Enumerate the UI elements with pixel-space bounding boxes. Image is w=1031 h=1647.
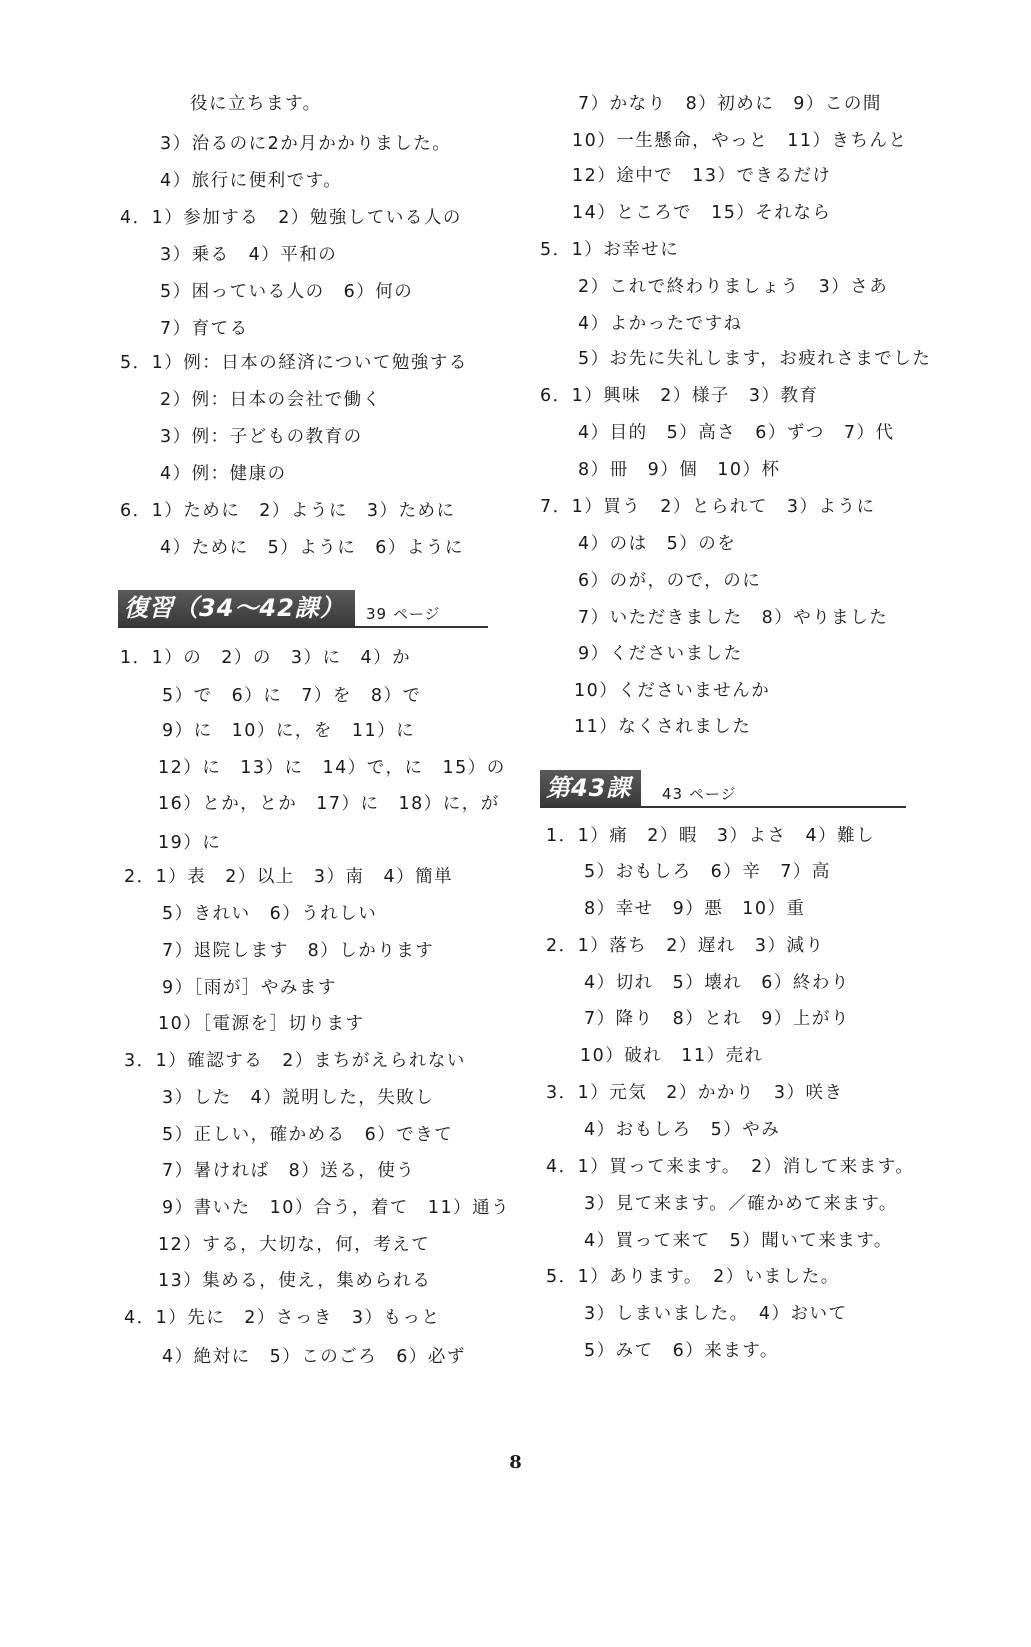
answer-line: 5．1）例：日本の経済について勉強する xyxy=(120,353,468,373)
answer-line: 8）幸せ 9）悪 10）重 xyxy=(584,899,806,919)
answer-line: 3．1）元気 2）かかり 3）咲き xyxy=(546,1083,844,1103)
answer-line: 4．1）先に 2）さっき 3）もっと xyxy=(124,1308,441,1328)
answer-line: 5．1）あります。 2）いました。 xyxy=(546,1267,840,1287)
answer-line: 1．1）痛 2）暇 3）よさ 4）難し xyxy=(546,826,876,846)
answer-line: 5）きれい 6）うれしい xyxy=(162,904,378,924)
answer-line: 5）お先に失礼します，お疲れさまでした xyxy=(578,349,932,369)
answer-line: 2．1）表 2）以上 3）南 4）簡単 xyxy=(124,867,454,887)
answer-line: 5）で 6）に 7）を 8）で xyxy=(162,686,422,706)
answer-line: 4）切れ 5）壊れ 6）終わり xyxy=(584,973,850,993)
answer-line: 7）育てる xyxy=(160,319,249,339)
answer-line: 8）冊 9）個 10）杯 xyxy=(578,460,781,480)
answer-line: 7）いただきました 8）やりました xyxy=(578,608,889,628)
answer-line: 19）に xyxy=(158,833,222,853)
answer-line: 10）一生懸命，やっと 11）きちんと xyxy=(572,131,908,151)
answer-line: 9）書いた 10）合う，着て 11）通う xyxy=(162,1198,511,1218)
answer-line: 3）見て来ます。／確かめて来ます。 xyxy=(584,1194,898,1214)
lesson-43-section-page-ref: 43 ページ xyxy=(662,785,737,803)
lesson-43-section-header xyxy=(540,770,906,808)
answer-line: 3）例：子どもの教育の xyxy=(160,427,363,447)
answer-line: 3）しまいました。 4）おいて xyxy=(584,1304,848,1324)
answer-line: 2）例：日本の会社で働く xyxy=(160,390,382,410)
answer-line: 7．1）買う 2）とられて 3）ように xyxy=(540,497,876,517)
answer-line: 7）暑ければ 8）送る，使う xyxy=(162,1161,416,1181)
answer-line: 5）正しい，確かめる 6）できて xyxy=(162,1125,454,1145)
lesson-43-section-rule xyxy=(540,806,906,808)
answer-line: 1．1）の 2）の 3）に 4）か xyxy=(120,648,412,668)
answer-line: 5）みて 6）来ます。 xyxy=(584,1341,779,1361)
answer-line: 4）買って来て 5）聞いて来ます。 xyxy=(584,1231,893,1251)
page-number: 8 xyxy=(509,1452,522,1473)
answer-line: 14）ところで 15）それなら xyxy=(572,203,832,223)
lesson-43-section-title: 第43課 xyxy=(540,770,641,806)
review-section-header xyxy=(118,590,488,628)
review-section-page-ref: 39 ページ xyxy=(366,605,441,623)
answer-line: 3．1）確認する 2）まちがえられない xyxy=(124,1051,466,1071)
review-section-title: 復習（34～42課） xyxy=(118,590,355,626)
answer-line: 7）かなり 8）初めに 9）この間 xyxy=(578,94,882,114)
answer-line: 9）に 10）に，を 11）に xyxy=(162,721,416,741)
answer-line: 3）乗る 4）平和の xyxy=(160,245,338,265)
answer-line: 7）退院します 8）しかります xyxy=(162,941,435,961)
answer-line: 13）集める，使え，集められる xyxy=(158,1271,432,1291)
answer-line: 2）これで終わりましょう 3）さあ xyxy=(578,277,889,297)
answer-line: 役に立ちます。 xyxy=(190,94,322,114)
answer-line: 11）なくされました xyxy=(574,717,752,737)
answer-line: 9）くださいました xyxy=(578,644,743,664)
answer-line: 10）［電源を］切ります xyxy=(158,1014,365,1034)
answer-line: 12）する，大切な，何，考えて xyxy=(158,1235,431,1255)
answer-line: 4）旅行に便利です。 xyxy=(160,171,343,191)
answer-line: 4．1）買って来ます。 2）消して来ます。 xyxy=(546,1157,915,1177)
answer-line: 5）おもしろ 6）辛 7）高 xyxy=(584,862,831,882)
answer-line: 10）破れ 11）売れ xyxy=(580,1046,764,1066)
answer-line: 4）絶対に 5）このごろ 6）必ず xyxy=(162,1347,466,1367)
review-section-rule xyxy=(118,626,488,628)
answer-line: 10）くださいませんか xyxy=(574,681,771,701)
answer-line: 4）例：健康の xyxy=(160,464,287,484)
answer-line: 2．1）落ち 2）遅れ 3）減り xyxy=(546,936,825,956)
answer-line: 16）とか，とか 17）に 18）に，が xyxy=(158,794,500,814)
answer-line: 7）降り 8）とれ 9）上がり xyxy=(584,1009,850,1029)
answer-line: 4）ために 5）ように 6）ように xyxy=(160,538,464,558)
answer-line: 6．1）興味 2）様子 3）教育 xyxy=(540,386,819,406)
answer-line: 12）に 13）に 14）で，に 15）の xyxy=(158,758,506,778)
answer-line: 5）困っている人の 6）何の xyxy=(160,282,414,302)
answer-line: 6）のが，ので，のに xyxy=(578,571,762,591)
answer-line: 4）のは 5）のを xyxy=(578,534,737,554)
answer-line: 5．1）お幸せに xyxy=(540,240,680,260)
answer-line: 4．1）参加する 2）勉強している人の xyxy=(120,208,462,228)
answer-line: 6．1）ために 2）ように 3）ために xyxy=(120,501,456,521)
answer-line: 4）おもしろ 5）やみ xyxy=(584,1120,781,1140)
answer-line: 9）［雨が］やみます xyxy=(162,978,337,998)
answer-line: 4）よかったですね xyxy=(578,314,743,334)
answer-line: 4）目的 5）高さ 6）ずつ 7）代 xyxy=(578,423,895,443)
answer-line: 3）治るのに2か月かかりました。 xyxy=(160,134,452,154)
answer-line: 3）した 4）説明した，失敗し xyxy=(162,1088,435,1108)
answer-line: 12）途中で 13）できるだけ xyxy=(572,166,832,186)
